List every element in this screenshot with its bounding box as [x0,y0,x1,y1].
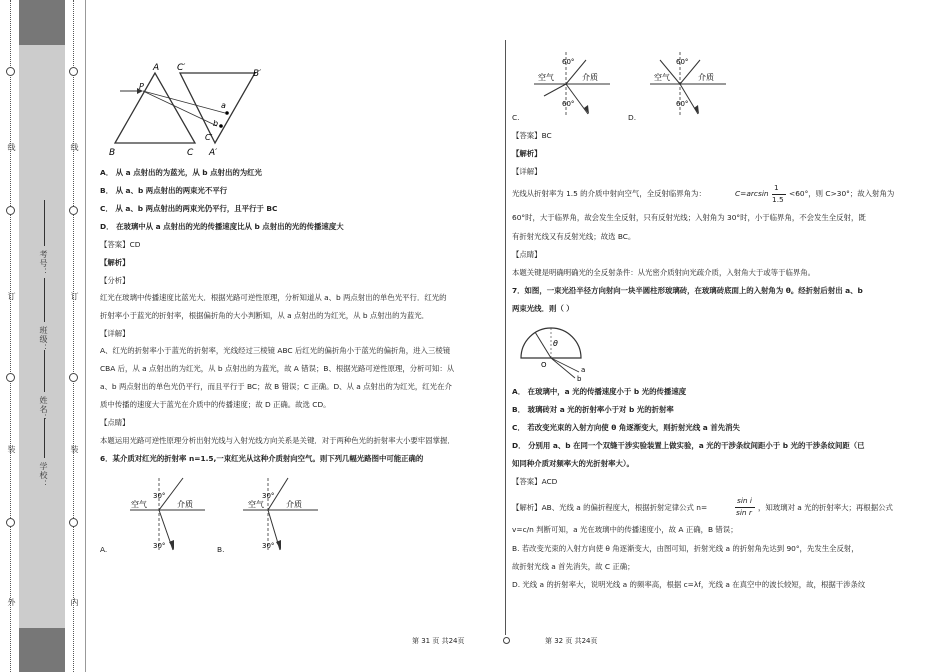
binding-hole [69,206,78,215]
q5-option-d: D． 在玻璃中从 a 点射出的光的传播速度比从 b 点射出的光的传播速度大 [100,222,344,231]
q6-xiangjie-line2: 60°时，大于临界角，故会发生全反射，只有反射光线；入射角为 30°时，小于临界角，不会发生全反射，既 [512,213,866,222]
binding-strip-bottom-dark [19,628,65,672]
q6-answer: 【答案】BC [512,131,552,140]
medium-label: 介质 [698,73,714,82]
q6-figure-d [648,50,728,118]
q6-label-d: D. [628,113,637,122]
q7-jiexi-line1b: ，知玻璃对 a 光的折射率大；再根据公式 [758,503,893,512]
q5-answer: 【答案】CD [100,240,141,249]
q5-xiangjie-heading: 【详解】 [100,329,130,338]
binding-hole [69,67,78,76]
exam-no-label: 考号： [39,250,48,277]
formula-arcsin: C=arcsin [735,189,769,198]
q7-jiexi-line1a: 【解析】AB、光线 a 的偏折程度大，根据折射定律公式 n= [512,503,708,512]
exam-no-field[interactable] [44,200,45,246]
binding-strip-top-dark [19,0,65,45]
q6-dianjing-heading: 【点睛】 [512,250,542,259]
q6-xiangjie-heading: 【详解】 [512,167,542,176]
zhuang-mark: 装 [7,445,16,454]
angle-label: 30° [262,542,275,550]
q5-jiexi-heading: 【解析】 [100,258,130,267]
q6-figure-c [532,50,612,118]
class-field[interactable] [44,278,45,322]
outer-mark: 外 [7,598,16,607]
q7-semicircle-figure [515,322,595,384]
page-footer-left: 第 31 页 共24页 [412,637,465,645]
binding-hole [69,518,78,527]
point-a: a [221,101,226,110]
binding-hole [6,67,15,76]
page-footer-right: 第 32 页 共24页 [545,637,598,645]
vertex-C: C [187,148,194,158]
column-divider [505,40,506,635]
q5-option-a: A． 从 a 点射出的为蓝光，从 b 点射出的为红光 [100,168,262,177]
q7-jiexi-line4: 故折射光线 a 首先消失，故 C 正确； [512,562,635,571]
q7-option-a: A． 在玻璃中，a 光的传播速度小于 b 光的传播速度 [512,387,687,396]
binding-hole [6,206,15,215]
q5-dianjing-line1: 本题运用光路可逆性原理分析出射光线与入射光线方向关系是关键．对于两种色光的折射率大小要牢固掌握． [100,436,455,445]
point-P: P [139,82,144,91]
line-mark: 线 [7,143,16,152]
vertex-B-prime: B′ [253,69,262,79]
binding-hole [6,373,15,382]
q7-option-b: B． 玻璃砖对 a 光的折射率小于对 b 光的折射率 [512,405,674,414]
q6-jiexi-heading: 【解析】 [512,149,542,158]
q7-option-d-line1: D． 分别用 a、b 在同一个双缝干涉实验装置上做实验，a 光的干涉条纹间距小于 b 光的干涉条纹间距（已 [512,441,865,450]
formula-numerator: 1 [774,183,779,192]
ray-a-label: a [581,366,586,374]
vertex-C-prime-2: C′ [205,133,213,142]
q6-xiangjie-line3: 有折射光线又有反射光线；故选 BC。 [512,232,636,241]
binding-mark: 订 [7,292,16,301]
q6-figure-a [125,474,225,554]
q7-jiexi-line5: D. 光线 a 的折射率大，说明光线 a 的频率高，根据 c=λf，光线 a 在真空中的波长较短，故，根据干涉条纹 [512,580,866,589]
vertex-A-prime: A′ [209,148,218,158]
angle-label: 30° [153,492,166,500]
q7-jiexi-line3: B. 若改变光束的入射方向使 θ 角逐渐变大，由图可知，折射光线 a 的折射角先达到 90°，先发生全反射， [512,544,859,553]
binding-mark-inner: 订 [70,292,79,301]
q7-option-d-line2: 知同种介质对频率大的光折射率大）。 [512,459,634,468]
q6-xiangjie-line1b: <60°，则 C>30°；故入射角为 [789,189,895,198]
air-label: 空气 [248,500,264,509]
vertex-A: A [153,63,160,73]
theta-label: θ [553,339,558,348]
q5-fenxi-heading: 【分析】 [100,276,130,285]
q5-xiangjie-line2: CBA 后，从 a 点射出的为红光，从 b 点射出的为蓝光，故 A 错误；B、根据光路可逆性原理，分析可知：从 [100,364,455,373]
name-field[interactable] [44,350,45,392]
prism-figure [105,58,275,158]
air-label: 空气 [654,73,670,82]
point-b: b [213,119,219,128]
seal-line-left [10,0,11,672]
binding-hole [6,518,15,527]
q7-option-c: C． 若改变光束的入射方向使 θ 角逐渐变大，则折射光线 a 首先消失 [512,423,740,432]
angle-label: 30° [262,492,275,500]
angle-label: 60° [676,100,689,108]
q5-dianjing-heading: 【点睛】 [100,418,130,427]
q7-question-line1: 7．如图，一束光沿半径方向射向一块半圆柱形玻璃砖，在玻璃砖底面上的入射角为 θ。经折射后射出 a、b [512,286,863,295]
medium-label: 介质 [582,73,598,82]
q6-label-b: B. [217,545,225,554]
zhuang-mark-inner: 装 [70,445,79,454]
name-label: 姓名： [39,396,48,423]
angle-label: 30° [153,542,166,550]
school-label: 学校： [39,462,48,489]
q5-option-c: C． 从 a、b 两点射出的两束光仍平行，且平行于 BC [100,204,278,213]
q5-fenxi-line2: 折射率小于蓝光的折射率，根据偏折角的大小判断知，从 a 点射出的为红光，从 b 点射出的为蓝光． [100,311,430,320]
q7-question-line2: 两束光线．则（ ） [512,304,574,313]
q6-xiangjie-line1a: 光线从折射率为 1.5 的介质中射向空气，全反射临界角为： [512,189,706,198]
q7-answer: 【答案】ACD [512,477,558,486]
q7-formula-denominator: sin r [736,508,752,517]
q6-label-c: C. [512,113,520,122]
class-label: 班级： [39,326,48,353]
air-label: 空气 [538,73,554,82]
air-label: 空气 [131,500,147,509]
vertex-C-prime: C′ [177,63,186,73]
q5-fenxi-line1: 红光在玻璃中传播速度比蓝光大．根据光路可逆性原理，分析知道从 a、b 两点射出的单色光平行．红光的 [100,293,447,302]
q6-question: 6．某介质对红光的折射率 n=1.5,一束红光从这种介质射向空气。则下列几幅光路图中可能正确的 [100,454,424,463]
vertex-B: B [109,148,116,158]
q5-option-b: B． 从 a、b 两点射出的两束光不平行 [100,186,228,195]
origin-label: O [541,361,547,369]
q6-figure-b [238,474,338,554]
q6-dianjing-line1: 本题关键是明确明确光的全反射条件：从光密介质射向光疏介质，入射角大于或等于临界角。 [512,268,816,277]
angle-label: 60° [562,100,575,108]
q5-xiangjie-line3: a、b 两点射出的单色光仍平行，而且平行于 BC；故 B 错误；C 正确。D、从 a 点射出的为红光，红光在介 [100,382,452,391]
page-center-mark [503,637,510,644]
margin-line [85,0,86,672]
angle-label: 60° [562,58,575,66]
binding-hole [69,373,78,382]
medium-label: 介质 [286,500,302,509]
q7-formula-numerator: sin i [737,496,752,505]
q5-xiangjie-line4: 质中传播的速度大于蓝光在介质中的传播速度；故 D 正确。故选 CD。 [100,400,331,409]
formula-denominator: 1.5 [772,195,784,204]
angle-label: 60° [676,58,689,66]
q6-label-a: A. [100,545,108,554]
q5-xiangjie-line1: A、红光的折射率小于蓝光的折射率，光线经过三棱镜 ABC 后红光的偏折角小于蓝光的偏折角，进入三棱镜 [100,346,451,355]
seal-line-right [73,0,74,672]
q7-jiexi-line2: v=c/n 判断可知，a 光在玻璃中的传播速度小，故 A 正确，B 错误； [512,525,738,534]
inner-mark: 内 [70,598,79,607]
ray-b-label: b [577,375,582,383]
medium-label: 介质 [177,500,193,509]
line-mark-inner: 线 [70,143,79,152]
school-field[interactable] [44,418,45,458]
